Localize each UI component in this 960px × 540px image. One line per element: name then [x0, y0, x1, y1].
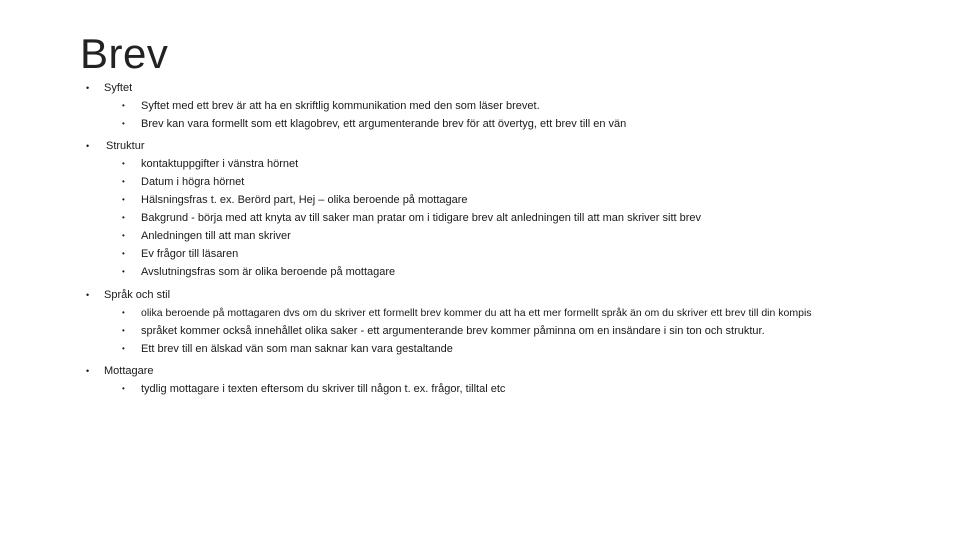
slide: Brev • Syftet • Syftet med ett brev är att ha en skriftlig kommunikation med den som läser brevet. • Brev kan vara formellt som ett klagobrev, ett argumenterande brev för att övertyg, ett brev till en vän • Struktur • kontaktuppgifter i vänstra hörnet • Datum i högra hörnet • Hälsningsfras t. ex. Berörd part, Hej – olika beroende på mottagare • Bakgrund - börja med att knyta av till saker man pratar om i tidigare brev alt anledningen till att man skriver sitt brev • Anledningen till att man skriver • Ev frågor till läsaren • Avslutningsfras som är olika beroende på mottagare • Språk och stil • olika beroende på mottagaren dvs om du skriver ett formellt brev kommer du att ha ett mer formellt språk än om du skriver ett brev till din kompis • språket kommer också innehållet olika saker - ett argumenterande brev kommer påminna om en insändare i sin ton och struktur. • Ett brev till en älskad vän som man saknar kan vara gestaltande • Mottagare • tydlig mottagare i texten eftersom du skriver till någon t. ex. frågor, tilltal etc: [80, 30, 812, 395]
bullet-icon: •: [122, 308, 125, 317]
bullet-icon: •: [122, 344, 125, 353]
bullet-icon: •: [122, 119, 125, 128]
bullet-icon: •: [122, 213, 125, 222]
bullet-icon: •: [86, 141, 90, 151]
bullet-icon: •: [86, 83, 90, 93]
bullet-icon: •: [122, 231, 125, 240]
bullet-icon: •: [86, 366, 90, 376]
bullet-icon: •: [122, 195, 125, 204]
bullet-icon: •: [122, 384, 125, 393]
bullet-icon: •: [122, 267, 125, 276]
slide-title: Brev: [80, 30, 169, 77]
bullet-icon: •: [122, 326, 125, 335]
bullet-icon: •: [122, 159, 125, 168]
bullet-icon: •: [122, 177, 125, 186]
bullet-icon: •: [122, 249, 125, 258]
bullet-icon: •: [122, 101, 125, 110]
bullet-icon: •: [86, 290, 90, 300]
